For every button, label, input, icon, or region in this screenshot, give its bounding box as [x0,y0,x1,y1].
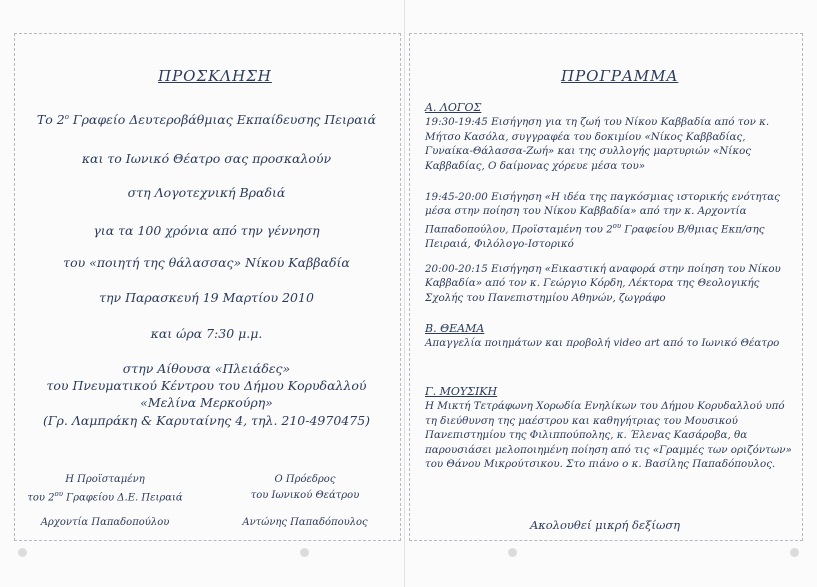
invitation-title: ΠΡΟΣΚΛΗΣΗ [158,67,272,85]
invitation-line: στη Λογοτεχνική Βραδιά [127,185,286,200]
program-item-block [425,262,795,305]
event-date: την Παρασκευή 19 Μαρτίου 2010 [99,290,314,305]
section-logos [425,101,795,173]
signature-name: Αντώνης Παπαδόπουλος [242,517,368,528]
program-item: 19:45-20:00 Εισήγηση «Η ιδέα της παγκόσμιας ιστορικής ενότητας μέσα στην ποίηση του Νίκου Καββαδία» από την κ. Αρχοντία Παπαδοπούλου, Προϊσταμένη του $2^{o\upsilon}$ Γραφείου Β/θμιας Εκπ/σης Πειραιά, Φιλόλογο-Ιστορικό [425,191,780,250]
event-time: και ώρα 7:30 μ.μ. [150,326,263,341]
section-heading: Β. ΘΕΑΜΑ [425,322,485,335]
section-theama [425,322,795,351]
program-item: Απαγγελία ποιημάτων και προβολή video art από το Ιωνικό Θέατρο [425,337,780,350]
section-heading: Α. ΛΟΓΟΣ [425,101,482,114]
venue-line: του Πνευματικού Κέντρου του Δήμου Κορυδαλλού [46,378,367,393]
invitation-line: Το $2^o$ Γραφείο Δευτεροβάθμιας Εκπαίδευσης Πειραιά [36,112,377,127]
signature-org: του Ιωνικού Θεάτρου [250,490,360,501]
program-item: 19:30-19:45 Εισήγηση για τη ζωή του Νίκου Καββαδία από τον κ. Μήτσο Κασόλα, συγγραφέα του δοκιμίου «Νίκος Καββαδίας, Γυναίκα-Θάλασσα-Ζωή» και της συλλογής μαρτυριών «Νίκος Καββαδίας, Ο δαίμονας χόρευε μέσα του» [425,116,770,172]
signature-org: του $2^{o\upsilon}$ Γραφείου Δ.Ε. Πειραιά [27,490,183,504]
signature-role: Η Προϊσταμένη [65,474,145,485]
program-item: Η Μικτή Τετράφωνη Χορωδία Ενηλίκων του Δήμου Κορυδαλλού υπό τη διεύθυνση της μαέστρου και καθηγήτριας του Μουσικού Πανεπιστημίου της Φιλιππούπολης, κ. Έλενας Κασάροβα, θα παρουσιάσει μελοποιημένη ποίηση από τις «Γραμμές των οριζόντων» του Θάνου Μικρούτσικου. Στο πιάνο ο κ. Βασίλης Παπαδόπουλος. [425,400,792,471]
punch-hole [508,548,517,557]
program-title: ΠΡΟΓΡΑΜΜΑ [561,67,679,85]
invitation-line: του «ποιητή της θάλασσας» Νίκου Καββαδία [63,255,350,270]
venue-address: (Γρ. Λαμπράκη & Καρυταίνης 4, τηλ. 210-4970475) [42,413,371,428]
left-panel-border [14,33,401,541]
venue-line: στην Αίθουσα «Πλειάδες» [122,361,291,376]
section-heading: Γ. ΜΟΥΣΙΚΗ [425,385,498,398]
invitation-line: και το Ιωνικό Θέατρο σας προσκαλούν [81,151,332,166]
invitation-line: για τα 100 χρόνια από την γέννηση [93,223,320,238]
fold-line [404,0,405,587]
program-item-block [425,190,795,251]
signature-name: Αρχοντία Παπαδοπούλου [40,517,170,528]
punch-hole [300,548,309,557]
closing-note: Ακολουθεί μικρή δεξίωση [529,518,681,532]
signature-role: Ο Πρόεδρος [274,474,336,485]
punch-hole [790,548,799,557]
punch-hole [18,548,27,557]
venue-line: «Μελίνα Μερκούρη» [140,395,273,410]
section-mousiki [425,385,795,471]
program-item: 20:00-20:15 Εισήγηση «Εικαστική αναφορά στην ποίηση του Νίκου Καββαδία» από τον κ. Γεώργιο Κόρδη, Λέκτορα της Θεολογικής Σχολής του Πανεπιστημίου Αθηνών, ζωγράφο [425,263,781,304]
